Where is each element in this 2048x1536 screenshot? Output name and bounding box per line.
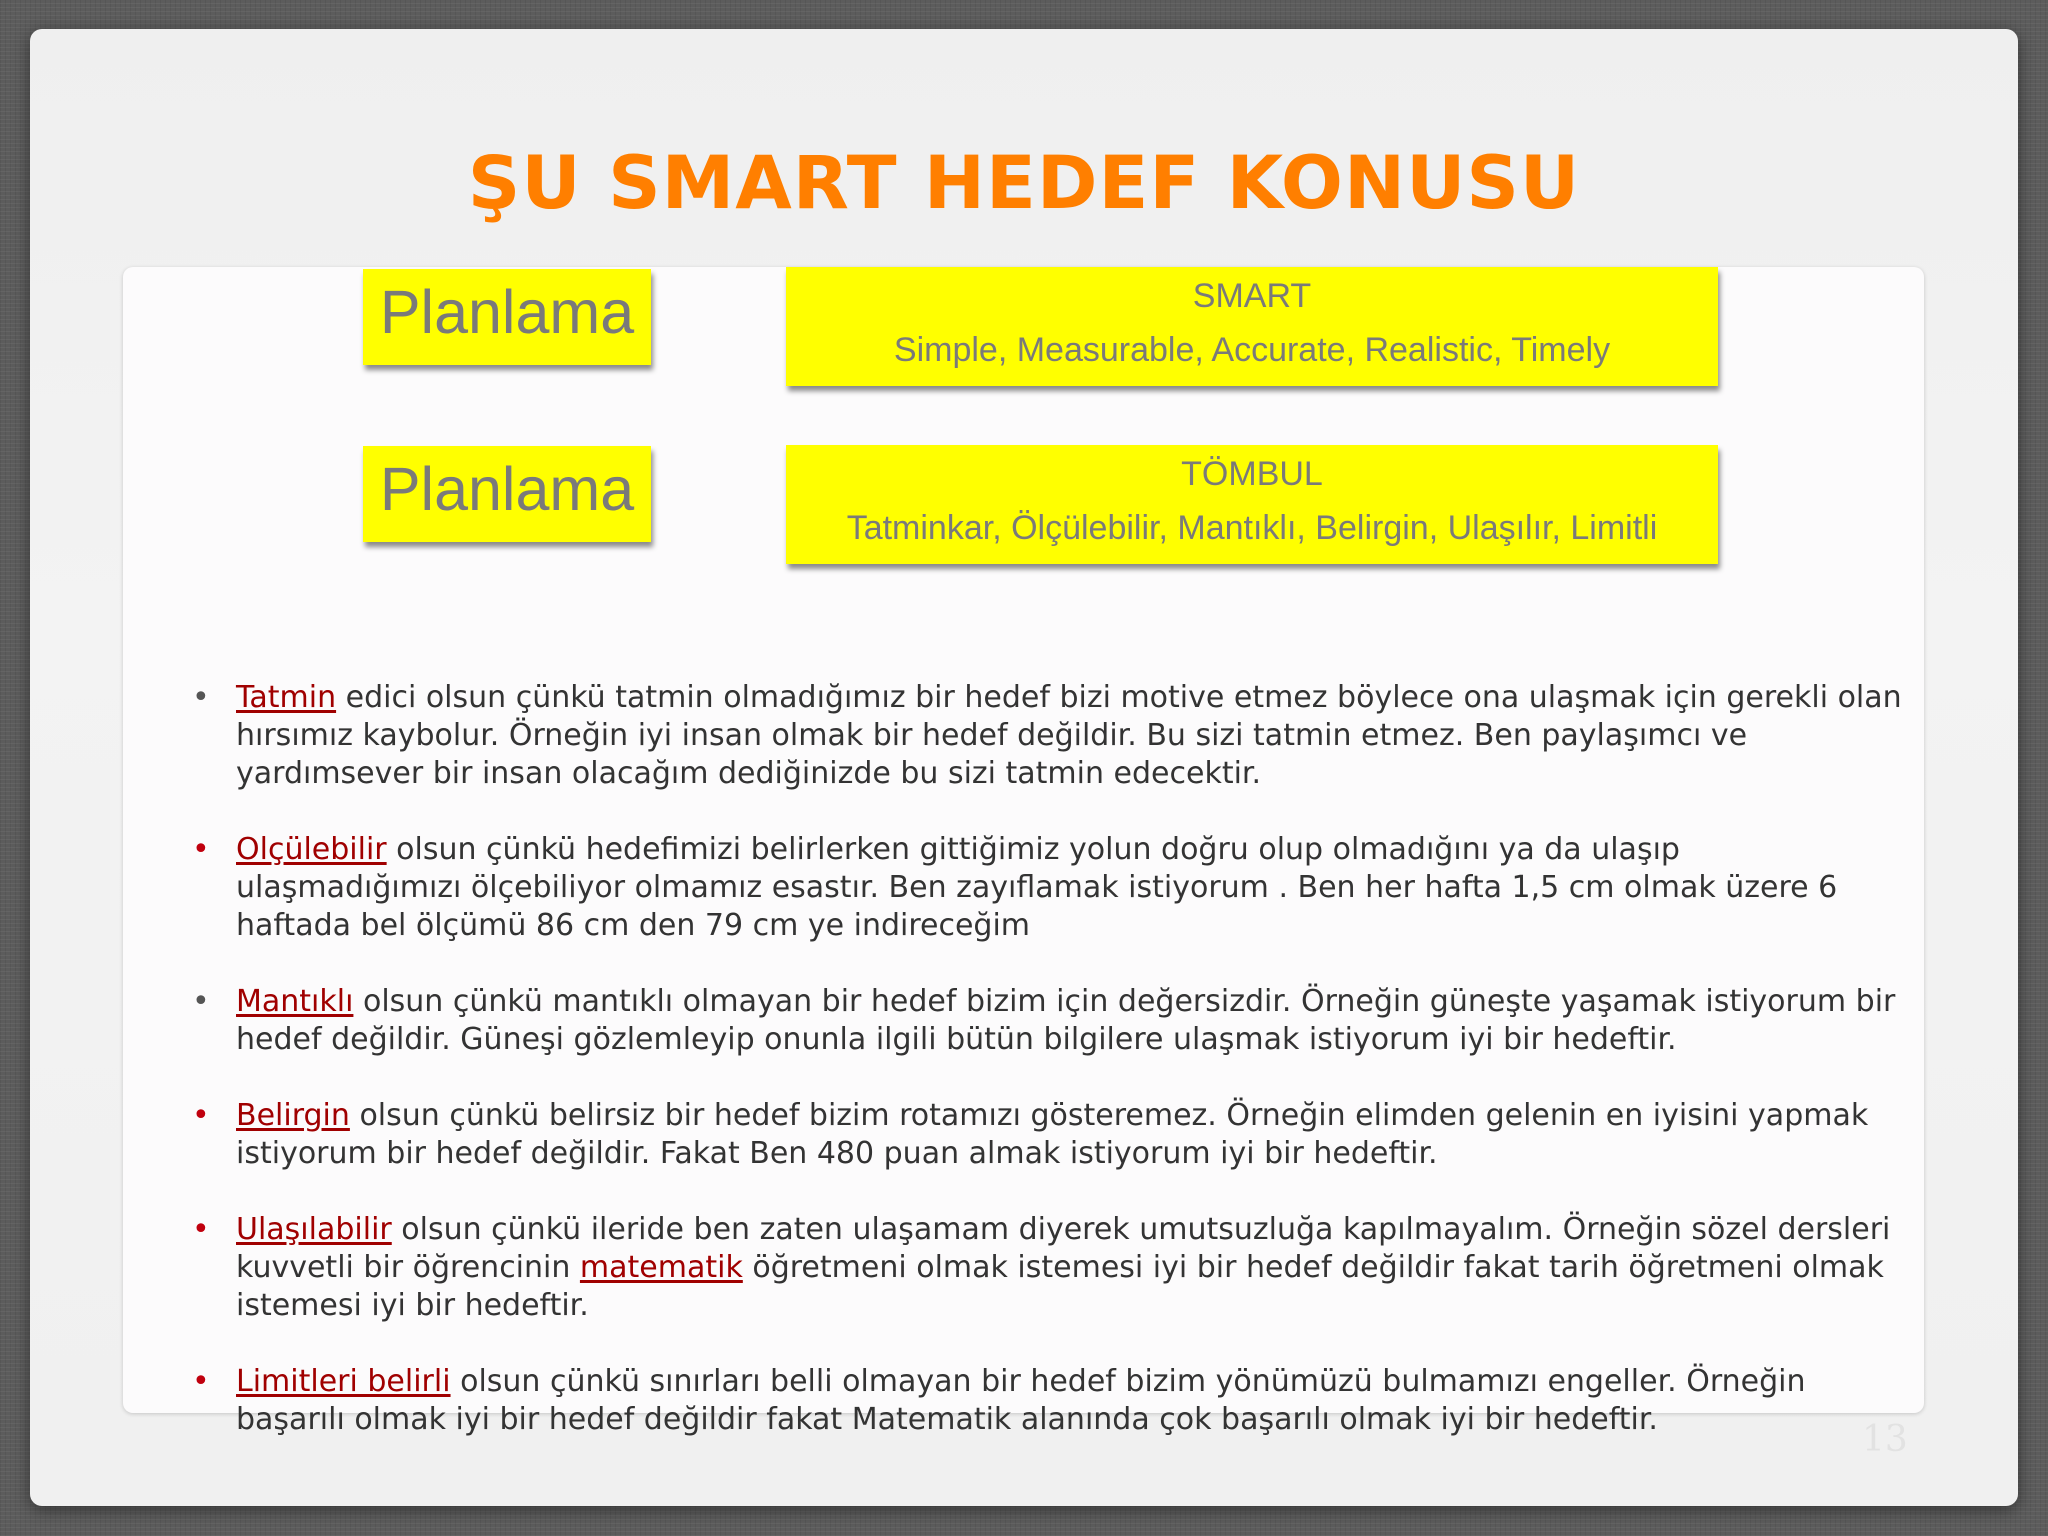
bullet-dot: • [192, 680, 210, 715]
bullet-dot: • [192, 1212, 210, 1247]
bullet-limitleri-belirli [192, 1363, 1912, 1439]
bullet-text: olsun çünkü ileride ben zaten ulaşamam diyerek umutsuzluğa kapılmayalım. Örneğin sözel dersleri kuvvetli bir öğrencinin [236, 1212, 1891, 1285]
tombul-words: Tatminkar, Ölçülebilir, Mantıklı, Belirgin, Ulaşılır, Limitli [846, 509, 1658, 547]
smart-definition-box [786, 267, 1718, 386]
bullet-text: olsun çünkü sınırları belli olmayan bir hedef bizim yönümüzü bulmamızı engeller. Örneğin başarılı olmak iyi bir hedef değildir fakat Matematik alanında çok başarılı olmak iyi bir hedeftir. [236, 1364, 1806, 1437]
planlama-label-1: Planlama [363, 269, 651, 365]
smart-words: Simple, Measurable, Accurate, Realistic, Timely [893, 331, 1611, 369]
bullet-tatmin [192, 679, 1912, 793]
page-number: 13 [1862, 1419, 1908, 1460]
smart-acronym: SMART [1192, 277, 1312, 315]
bullet-text: edici olsun çünkü tatmin olmadığımız bir hedef bizi motive etmez böylece ona ulaşmak için gerekli olan hırsımız kaybolur. Örneğin iyi insan olmak bir hedef değildir. Bu sizi tatmin etmez. Ben paylaşımcı ve yardımsever bir insan olacağım dediğinizde bu sizi tatmin edecektir. [236, 680, 1902, 791]
keyword-link[interactable]: Tatmin [236, 680, 337, 715]
keyword-link[interactable]: Mantıklı [236, 984, 354, 1019]
tombul-acronym: TÖMBUL [1181, 455, 1323, 493]
keyword-link[interactable]: Ulaşılabilir [236, 1212, 392, 1247]
bullet-dot: • [192, 1098, 210, 1133]
bullet-ulasilabilir [192, 1211, 1912, 1325]
bullet-mantikli [192, 983, 1912, 1059]
bullet-text: olsun çünkü belirsiz bir hedef bizim rotamızı gösteremez. Örneğin elimden gelenin en iyisini yapmak istiyorum bir hedef değildir. Fakat Ben 480 puan almak istiyorum iyi bir hedeftir. [236, 1098, 1869, 1171]
bullet-olculebilir [192, 831, 1912, 945]
keyword-link[interactable]: Belirgin [236, 1098, 350, 1133]
slide-title: ŞU SMART HEDEF KONUSU [467, 141, 1581, 226]
bullet-text: öğretmeni olmak istemesi iyi bir hedef değildir fakat tarih öğretmeni olmak istemesi iyi bir hedeftir. [236, 1250, 1884, 1323]
keyword-link[interactable]: Olçülebilir [236, 832, 387, 867]
slide [30, 29, 2018, 1506]
planlama-label-2: Planlama [363, 446, 651, 542]
keyword-link[interactable]: Limitleri belirli [236, 1364, 451, 1399]
bullet-text: olsun çünkü mantıklı olmayan bir hedef bizim için değersizdir. Örneğin güneşte yaşamak istiyorum bir hedef değildir. Güneşi gözlemleyip onunla ilgili bütün bilgilere ulaşmak istiyorum iyi bir hedeftir. [236, 984, 1896, 1057]
tombul-definition-box [786, 445, 1718, 564]
bullet-belirgin [192, 1097, 1912, 1173]
bullet-dot: • [192, 832, 210, 867]
bullet-dot: • [192, 1364, 210, 1399]
bullet-dot: • [192, 984, 210, 1019]
bullet-text: olsun çünkü hedefimizi belirlerken gittiğimiz yolun doğru olup olmadığını ya da ulaşıp ulaşmadığımızı ölçebiliyor olmamız esastır. Ben zayıflamak istiyorum . Ben her hafta 1,5 cm olmak üzere 6 haftada bel ölçümü 86 cm den 79 cm ye indireceğim [236, 832, 1838, 943]
keyword-link[interactable]: matematik [579, 1250, 743, 1285]
bullet-list [192, 679, 1912, 1477]
